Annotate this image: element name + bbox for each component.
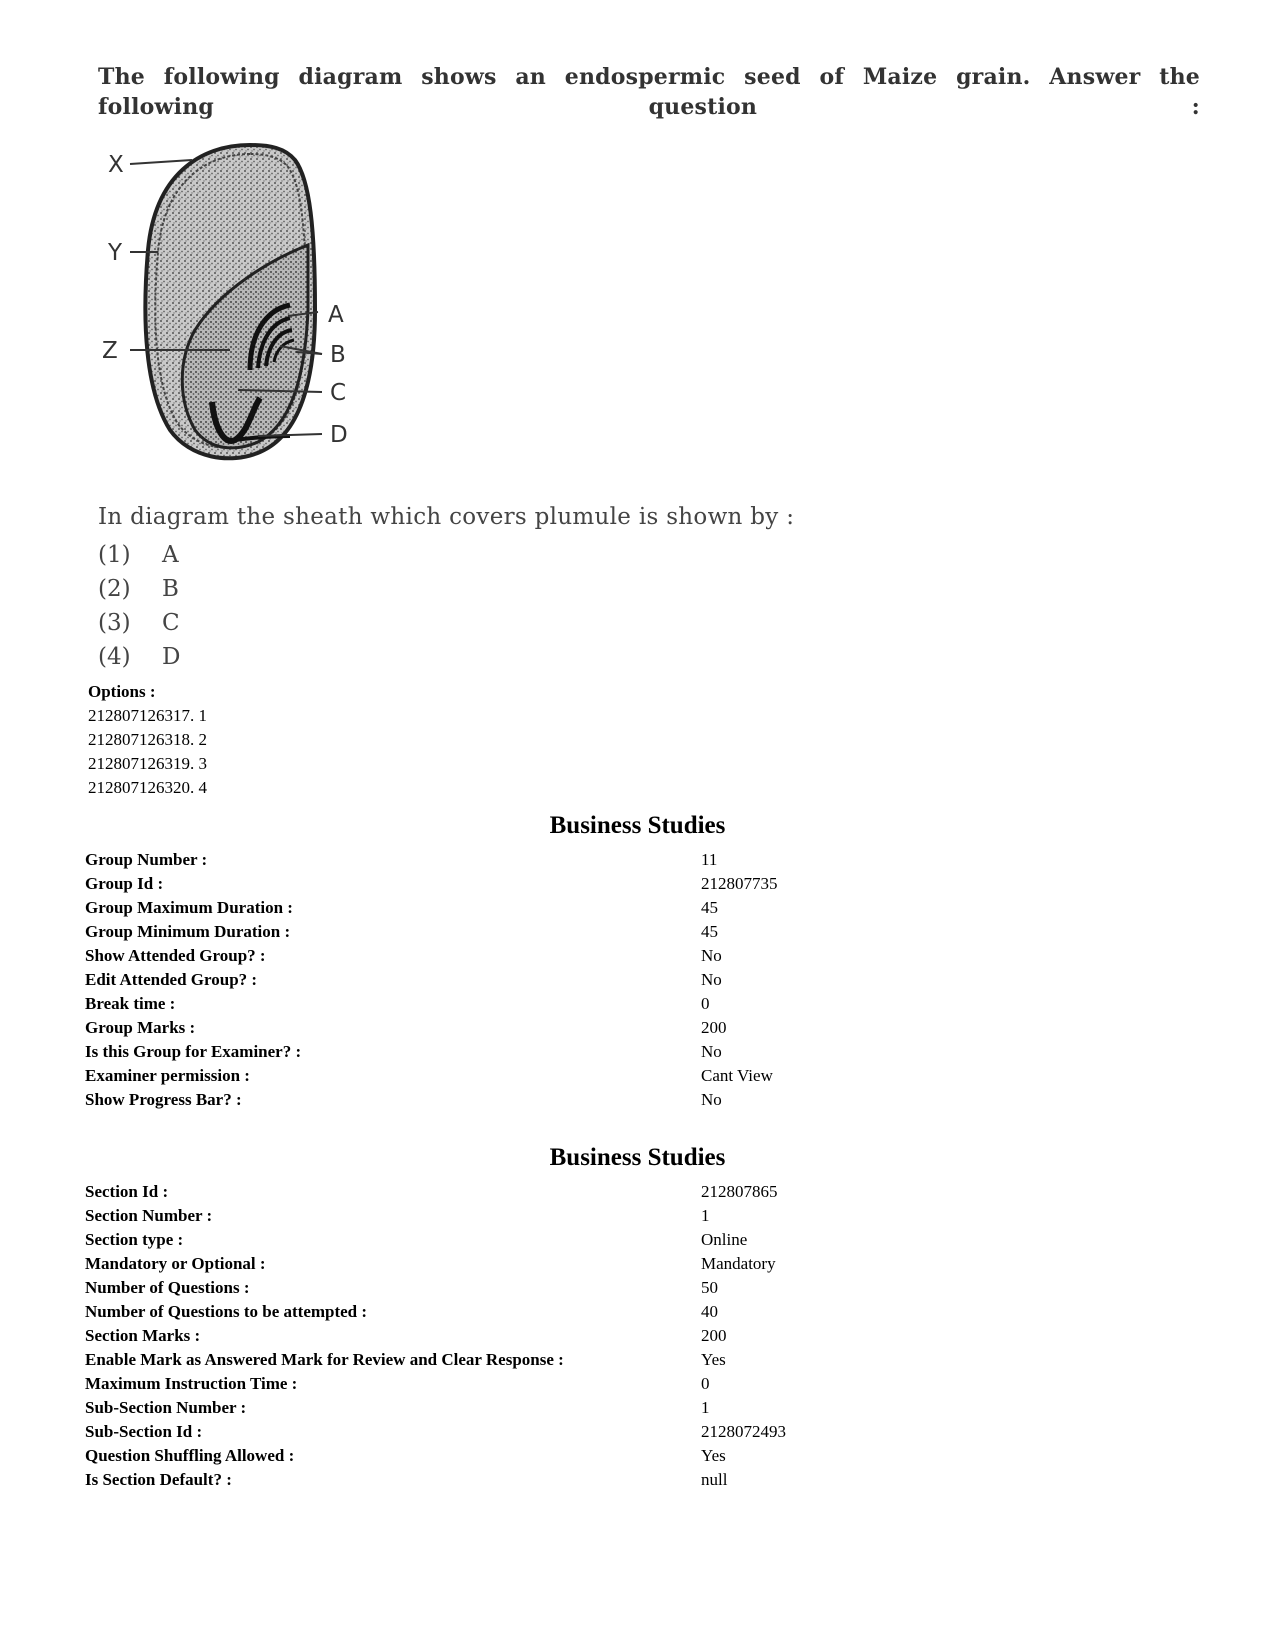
label-x: X bbox=[108, 152, 124, 178]
label-d: D bbox=[330, 422, 348, 448]
question-intro: The following diagram shows an endospermic seed of Maize grain. Answer the following question : bbox=[98, 64, 1200, 120]
option-item: 212807126318. 2 bbox=[88, 730, 207, 749]
label-y: Y bbox=[108, 240, 123, 266]
section-row: Section Number : 1 bbox=[85, 1206, 710, 1225]
section-row: Sub-Section Number : 1 bbox=[85, 1398, 710, 1417]
choice-2: (2) B bbox=[98, 576, 179, 602]
group-row: Edit Attended Group? : No bbox=[85, 970, 722, 989]
section-row: Is Section Default? : null bbox=[85, 1470, 728, 1489]
group-row: Group Minimum Duration : 45 bbox=[85, 922, 718, 941]
section-row: Section Id : 212807865 bbox=[85, 1182, 778, 1201]
section-row: Section type : Online bbox=[85, 1230, 748, 1249]
group-row: Group Number : 11 bbox=[85, 850, 718, 869]
group-row: Is this Group for Examiner? : No bbox=[85, 1042, 722, 1061]
maize-seed-diagram bbox=[100, 140, 380, 480]
section-row: Maximum Instruction Time : 0 bbox=[85, 1374, 710, 1393]
section-title: Business Studies bbox=[549, 1144, 726, 1171]
group-title: Business Studies bbox=[549, 812, 726, 839]
group-row: Break time : 0 bbox=[85, 994, 710, 1013]
group-row: Group Marks : 200 bbox=[85, 1018, 727, 1037]
option-item: 212807126317. 1 bbox=[88, 706, 207, 725]
choice-3: (3) C bbox=[98, 610, 180, 636]
group-details bbox=[85, 848, 1185, 1112]
group-row: Examiner permission : Cant View bbox=[85, 1066, 773, 1085]
label-a: A bbox=[328, 302, 344, 328]
label-c: C bbox=[330, 380, 347, 406]
options-label: Options : bbox=[88, 682, 156, 701]
question-choices bbox=[98, 538, 180, 674]
section-row: Section Marks : 200 bbox=[85, 1326, 727, 1345]
section-row: Number of Questions to be attempted : 40 bbox=[85, 1302, 718, 1321]
section-row: Enable Mark as Answered Mark for Review and Clear Response : Yes bbox=[85, 1350, 726, 1369]
group-row: Show Progress Bar? : No bbox=[85, 1090, 722, 1109]
option-item: 212807126319. 3 bbox=[88, 754, 207, 773]
section-row: Sub-Section Id : 2128072493 bbox=[85, 1422, 786, 1441]
choice-1: (1) A bbox=[98, 542, 179, 568]
choice-4: (4) D bbox=[98, 644, 181, 670]
label-z: Z bbox=[102, 338, 118, 364]
group-row: Group Maximum Duration : 45 bbox=[85, 898, 718, 917]
options-list bbox=[88, 680, 207, 800]
question-prompt: In diagram the sheath which covers plumule is shown by : bbox=[98, 504, 795, 530]
group-row: Group Id : 212807735 bbox=[85, 874, 778, 893]
label-b: B bbox=[330, 342, 346, 368]
section-row: Question Shuffling Allowed : Yes bbox=[85, 1446, 726, 1465]
section-details bbox=[85, 1180, 1185, 1492]
section-row: Mandatory or Optional : Mandatory bbox=[85, 1254, 776, 1273]
option-item: 212807126320. 4 bbox=[88, 778, 207, 797]
section-row: Number of Questions : 50 bbox=[85, 1278, 718, 1297]
group-row: Show Attended Group? : No bbox=[85, 946, 722, 965]
